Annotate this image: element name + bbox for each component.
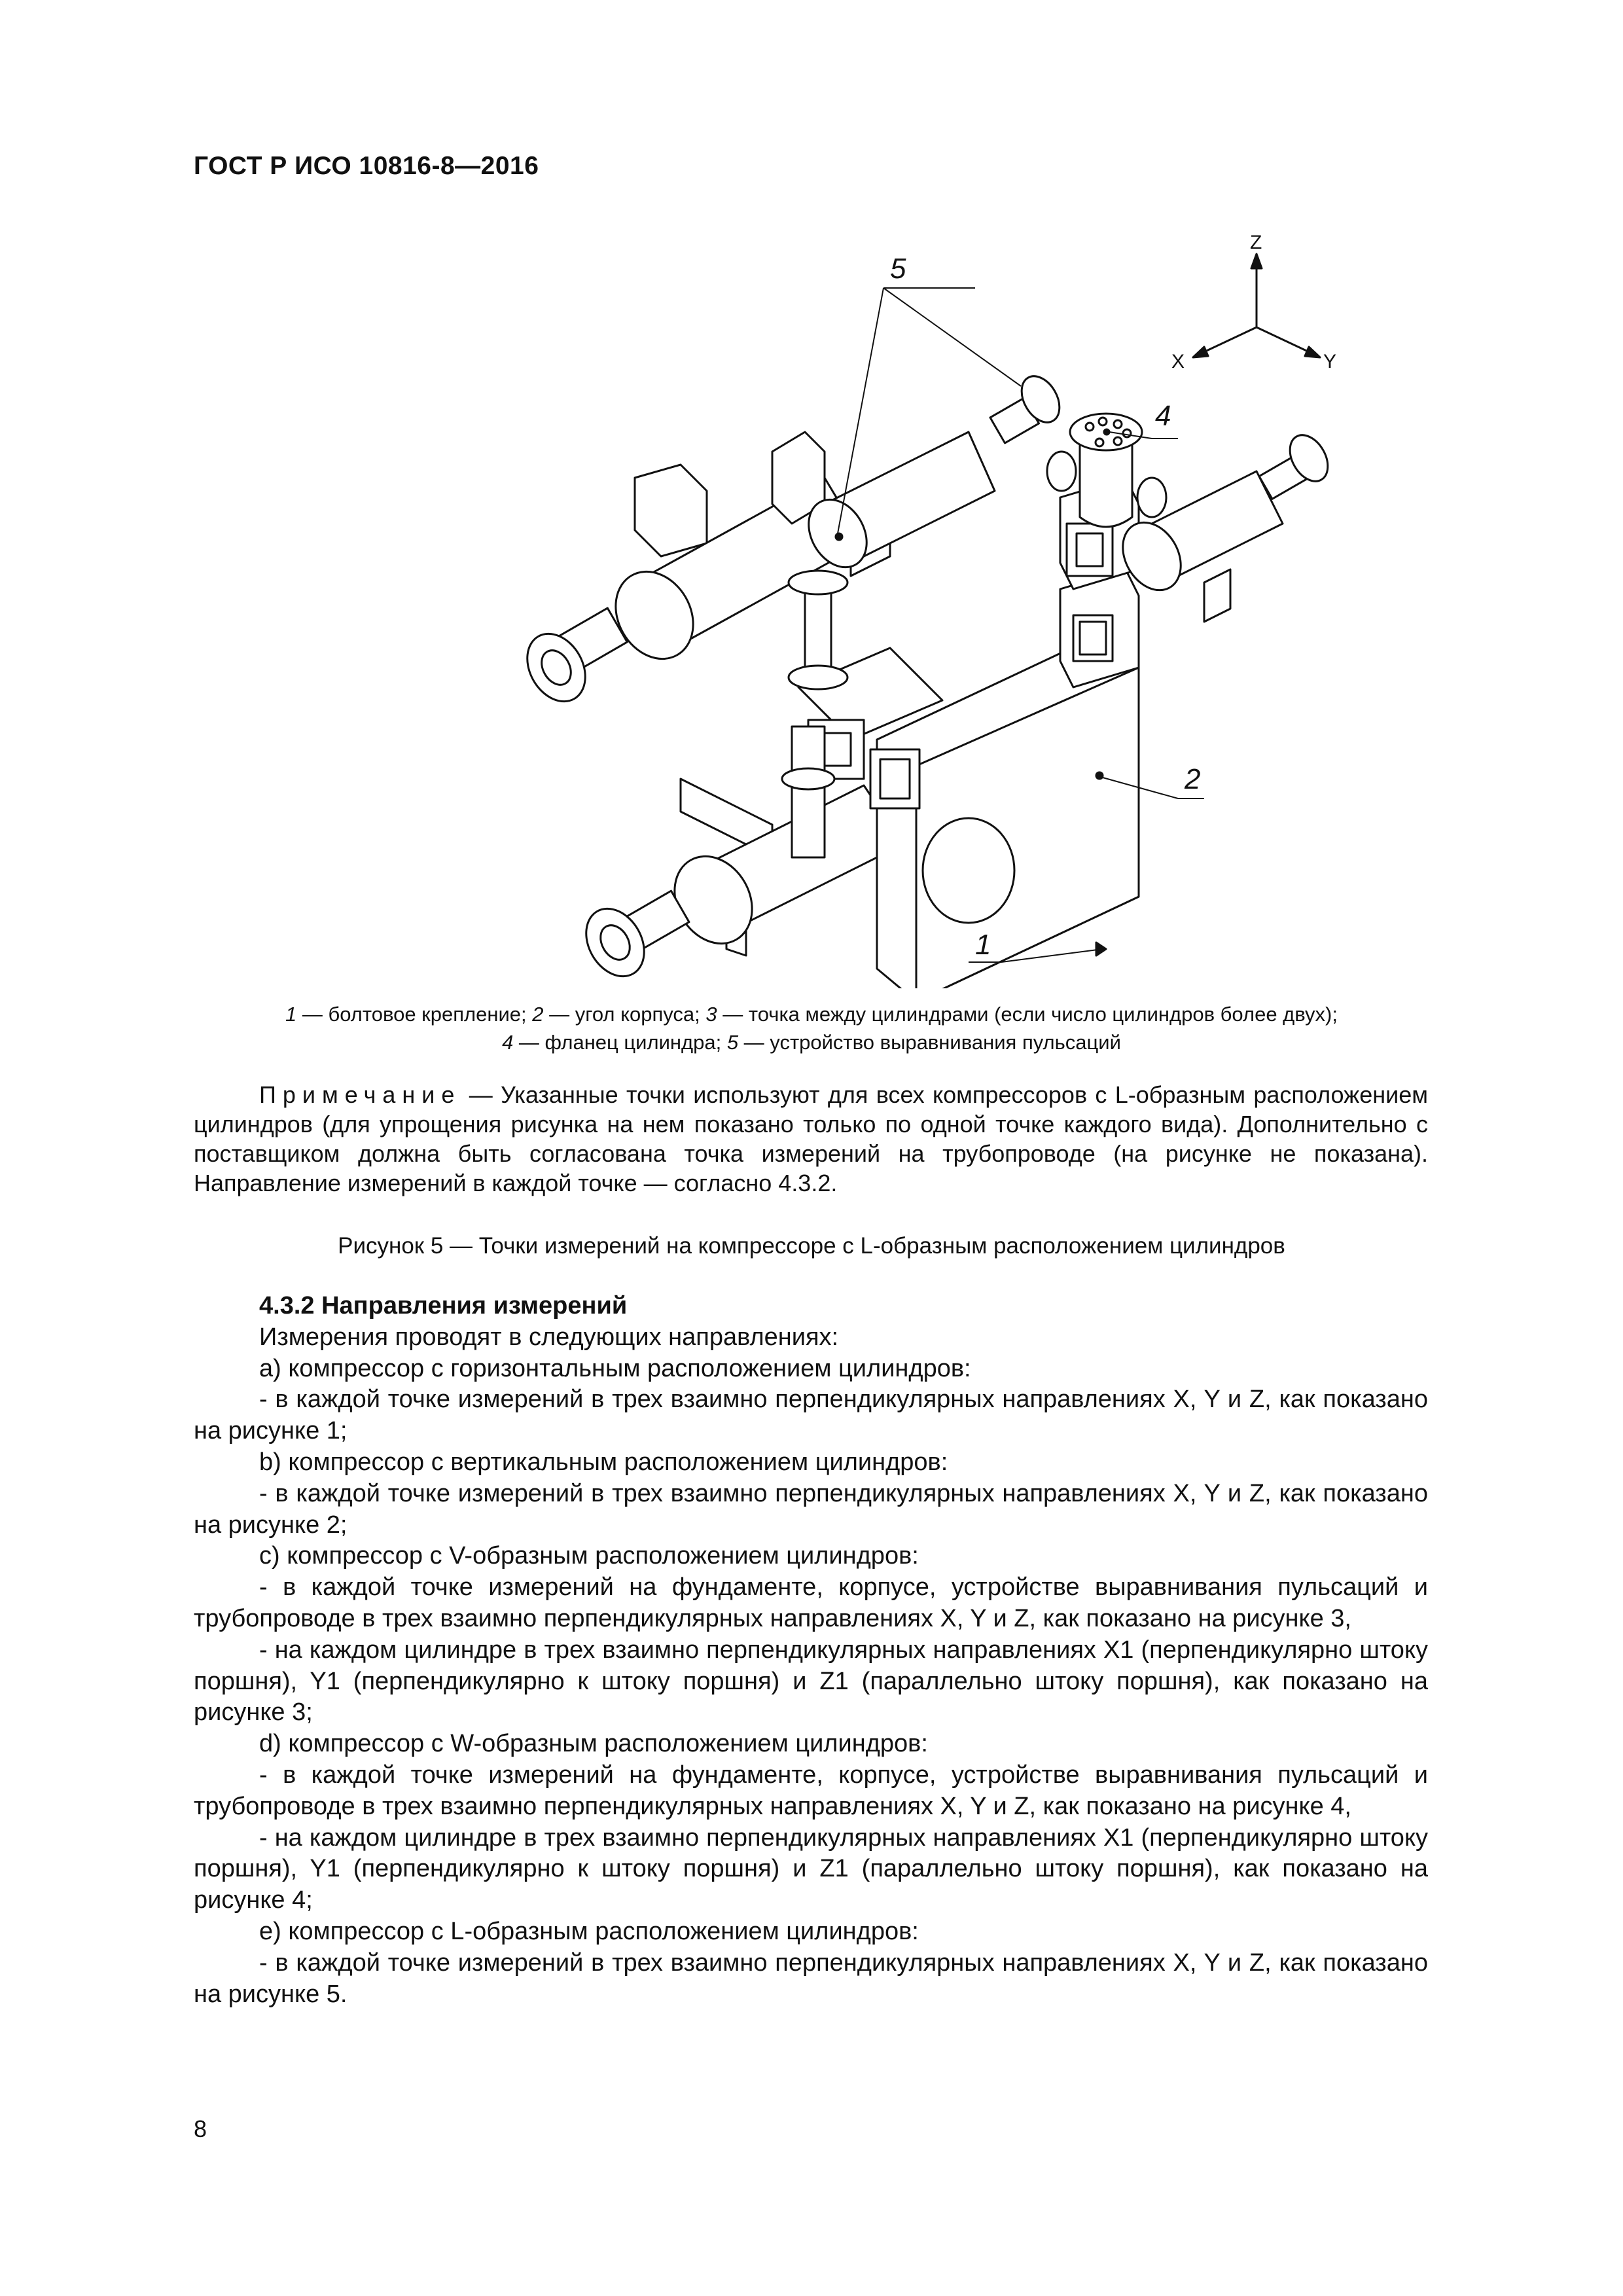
item-c-text-2: - на каждом цилиндре в трех взаимно перпендикулярных направлениях X1 (перпендикулярно штоку поршня), Y1 (перпендикулярно к штоку поршня) и Z1 (параллельно штоку поршня), как показано на рисунке 3;	[194, 1636, 1428, 1727]
note-text: — Указанные точки используют для всех компрессоров с L-образным расположением цилиндров (для упрощения рисунка на нем показано только по одной точке каждого вида). Дополнительно с поставщиком должна быть согласована точка измерений на трубопроводе (на рисунке не показана). Направление измерений в каждой точке — согласно 4.3.2.	[194, 1081, 1428, 1196]
figure-title: Рисунок 5 — Точки измерений на компрессоре с L-образным расположением цилиндров	[338, 1233, 1285, 1259]
section-heading: 4.3.2 Направления измерений	[259, 1292, 628, 1319]
legend-line-1	[196, 1000, 1427, 1028]
legend-text: — угол корпуса;	[543, 1003, 706, 1026]
legend-text: — устройство выравнивания пульсаций	[738, 1031, 1121, 1054]
note-label: Примечание	[259, 1081, 461, 1108]
corner-point-marker	[1096, 772, 1103, 779]
item-b-title: b) компрессор с вертикальным расположением цилиндров:	[259, 1448, 948, 1476]
item-e-text: - в каждой точке измерений в трех взаимно перпендикулярных направлениях X, Y и Z, как показано на рисунке 5.	[194, 1948, 1428, 2008]
legend-num: 4	[502, 1031, 514, 1054]
axis-triad	[1171, 232, 1336, 372]
item-e-title: e) компрессор с L-образным расположением цилиндров:	[259, 1917, 919, 1945]
lower-cylinder	[575, 779, 903, 987]
figure-legend	[196, 1000, 1427, 1056]
legend-num: 3	[705, 1003, 717, 1026]
compressor-figure	[497, 216, 1374, 988]
legend-text: — точка между цилиндрами (если число цилиндров более двух);	[717, 1003, 1338, 1026]
callout-2: 2	[1185, 763, 1201, 795]
legend-num: 5	[726, 1031, 739, 1054]
callout-4: 4	[1155, 400, 1171, 432]
legend-text: — фланец цилиндра;	[513, 1031, 727, 1054]
legend-num: 2	[532, 1003, 544, 1026]
compressor-drawing	[497, 216, 1374, 988]
item-d-text-2: - на каждом цилиндре в трех взаимно перпендикулярных направлениях X1 (перпендикулярно штоку поршня), Y1 (перпендикулярно к штоку поршня) и Z1 (параллельно штоку поршня), как показано на рисунке 4;	[194, 1823, 1428, 1914]
callout-1: 1	[975, 929, 991, 961]
callout-5: 5	[890, 253, 906, 285]
section-intro: Измерения проводят в следующих направлениях:	[259, 1323, 839, 1351]
legend-num: 1	[285, 1003, 297, 1026]
legend-text: — болтовое крепление;	[296, 1003, 533, 1026]
axis-z-label: Z	[1250, 232, 1262, 253]
section-4-3-2	[194, 1291, 1428, 2010]
legend-line-2	[196, 1028, 1427, 1056]
item-c-title: c) компрессор с V-образным расположением цилиндров:	[259, 1542, 919, 1570]
right-cylinder	[1111, 429, 1336, 622]
axis-x-label: X	[1171, 351, 1185, 372]
page-header: ГОСТ Р ИСО 10816-8—2016	[194, 152, 539, 180]
item-b-text: - в каждой точке измерений в трех взаимно перпендикулярных направлениях X, Y и Z, как показано на рисунке 2;	[194, 1479, 1428, 1539]
item-d-text-1: - в каждой точке измерений на фундаменте, корпусе, устройстве выравнивания пульсаций и трубопроводе в трех взаимно перпендикулярных направлениях X, Y и Z, как показано на рисунке 4,	[194, 1761, 1428, 1820]
page-number: 8	[194, 2115, 207, 2142]
axis-y-label: Y	[1323, 351, 1337, 372]
figure-note	[194, 1080, 1428, 1198]
item-c-text-1: - в каждой точке измерений на фундаменте, корпусе, устройстве выравнивания пульсаций и трубопроводе в трех взаимно перпендикулярных направлениях X, Y и Z, как показано на рисунке 3,	[194, 1573, 1428, 1632]
item-a-title: a) компрессор с горизонтальным расположением цилиндров:	[259, 1354, 971, 1382]
pulsation-bottle	[797, 370, 1067, 578]
item-d-title: d) компрессор с W-образным расположением цилиндров:	[259, 1730, 928, 1758]
item-a-text: - в каждой точке измерений в трех взаимно перпендикулярных направлениях X, Y и Z, как показано на рисунке 1;	[194, 1386, 1428, 1445]
